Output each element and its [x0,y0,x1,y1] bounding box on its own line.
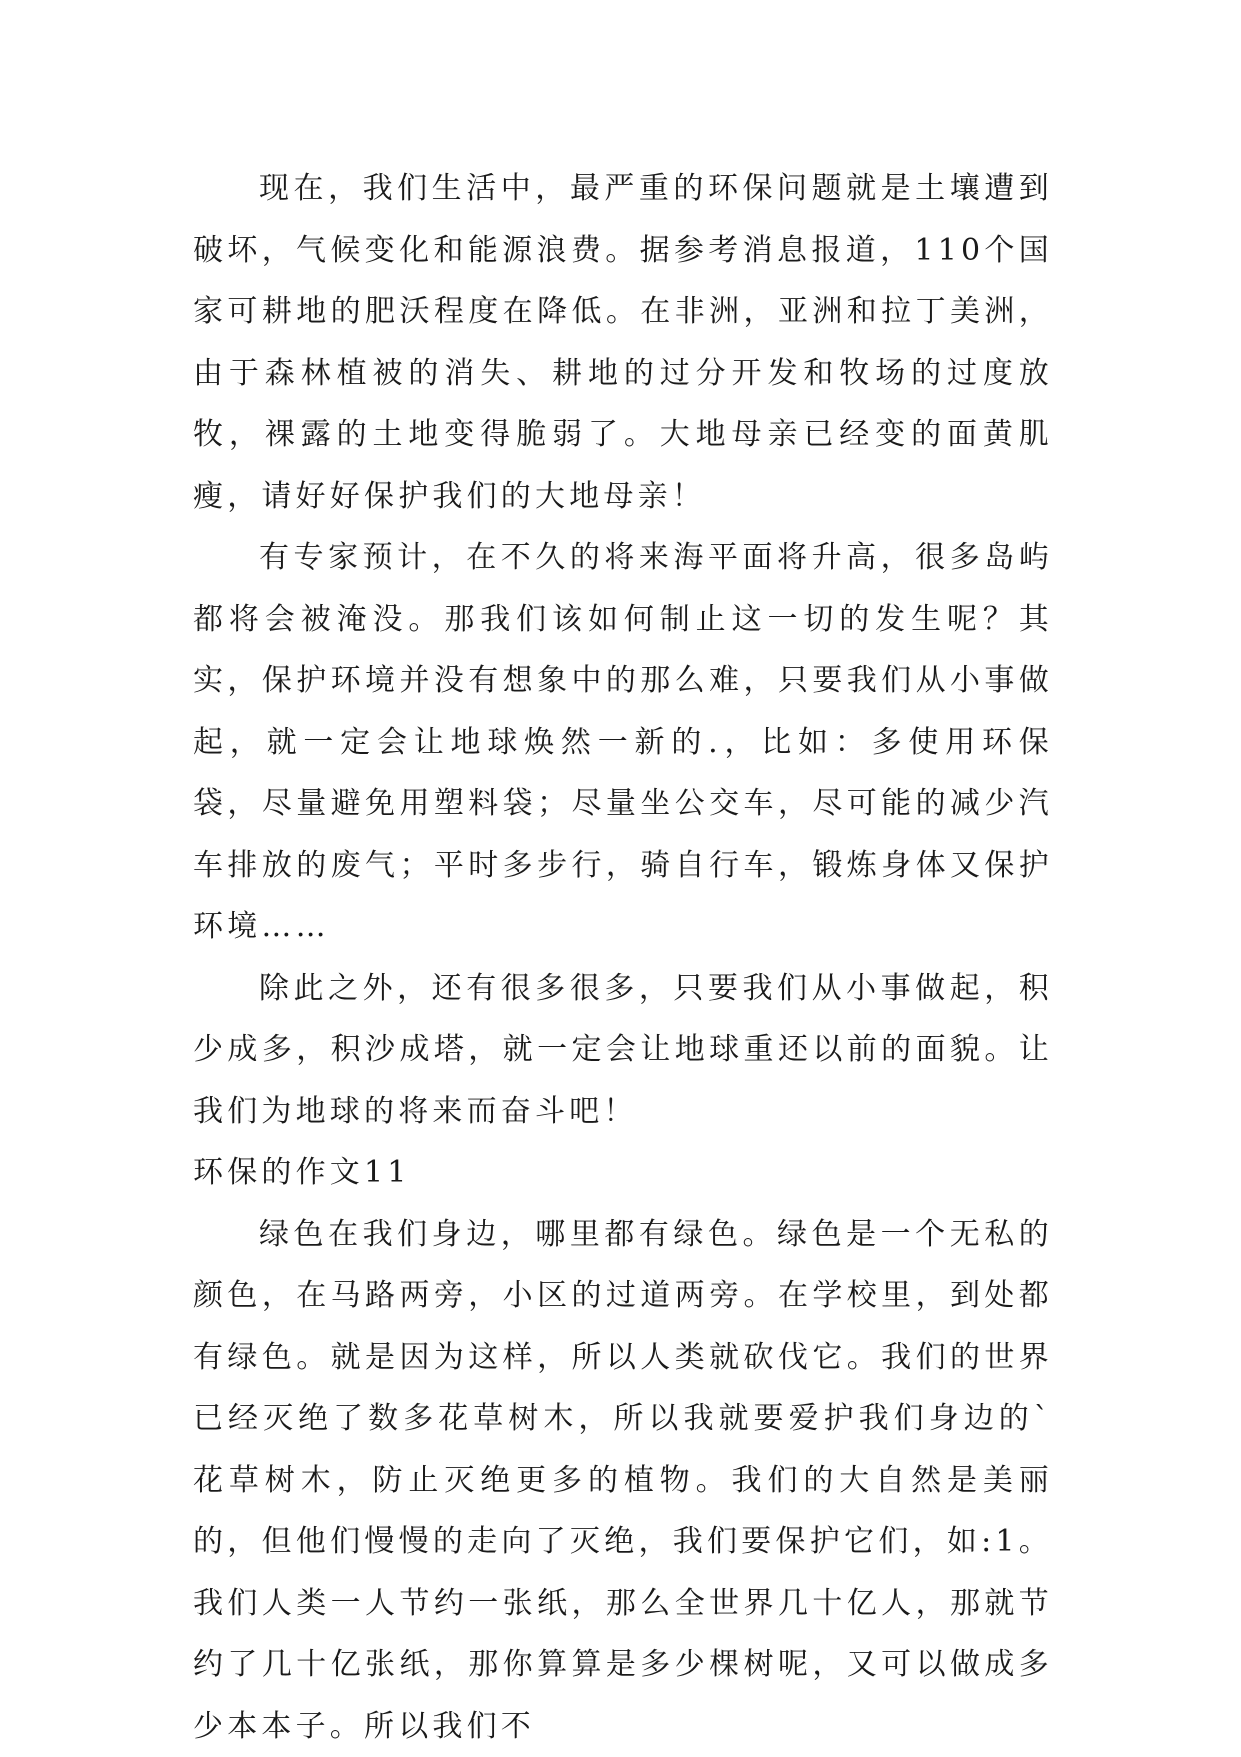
document-body [193,158,1053,1757]
paragraph-soil-damage: 现在，我们生活中，最严重的环保问题就是土壤遭到破坏，气候变化和能源浪费。据参考消息报道，110个国家可耕地的肥沃程度在降低。在非洲，亚洲和拉丁美洲，由于森林植被的消失、耕地的过分开发和牧场的过度放牧，裸露的土地变得脆弱了。大地母亲已经变的面黄肌瘦，请好好保护我们的大地母亲！ [193,158,1053,527]
section-title: 环保的作文11 [193,1142,1053,1204]
paragraph-conclusion: 除此之外，还有很多很多，只要我们从小事做起，积少成多，积沙成塔，就一定会让地球重还以前的面貌。让我们为地球的将来而奋斗吧！ [193,958,1053,1143]
paragraph-green: 绿色在我们身边，哪里都有绿色。绿色是一个无私的颜色，在马路两旁，小区的过道两旁。在学校里，到处都有绿色。就是因为这样，所以人类就砍伐它。我们的世界已经灭绝了数多花草树木，所以我就要爱护我们身边的`花草树木，防止灭绝更多的植物。我们的大自然是美丽的，但他们慢慢的走向了灭绝，我们要保护它们，如:1。我们人类一人节约一张纸，那么全世界几十亿人，那就节约了几十亿张纸，那你算算是多少棵树呢，又可以做成多少本本子。所以我们不 [193,1204,1053,1757]
paragraph-sea-level: 有专家预计，在不久的将来海平面将升高，很多岛屿都将会被淹没。那我们该如何制止这一切的发生呢？其实，保护环境并没有想象中的那么难，只要我们从小事做起，就一定会让地球焕然一新的.，比如：多使用环保袋，尽量避免用塑料袋；尽量坐公交车，尽可能的减少汽车排放的废气；平时多步行，骑自行车，锻炼身体又保护环境…… [193,527,1053,958]
